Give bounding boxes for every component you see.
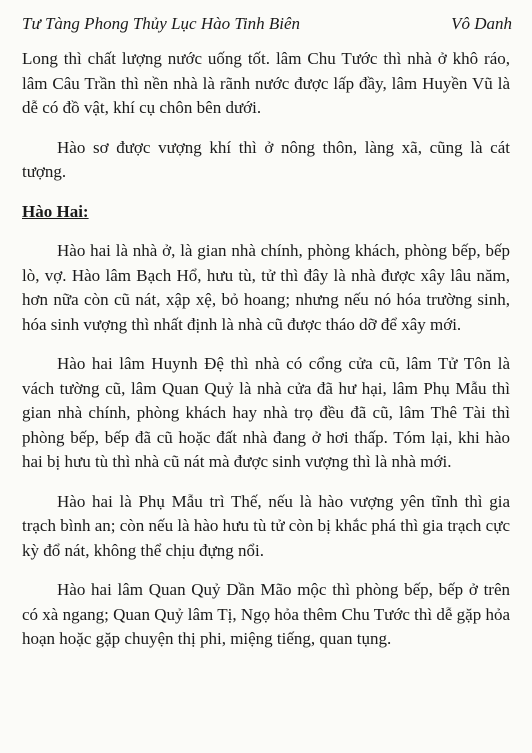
page-body <box>22 47 510 667</box>
paragraph: Hào hai lâm Huynh Đệ thì nhà có cổng cửa cũ, lâm Tử Tôn là vách tường cũ, lâm Quan Quỷ là nhà cửa đã hư hại, lâm Phụ Mẫu thì gian nhà chính, phòng khách hay nhà trọ đều đã cũ, lâm Thê Tài thì phòng bếp, bếp đã cũ hoặc đất nhà đang ở hơi thấp. Tóm lại, khi hào hai bị hưu tù thì nhà cũ nát mà được sinh vượng thì là nhà mới. <box>22 354 510 471</box>
author-name: Vô Danh <box>451 14 512 33</box>
book-title: Tư Tàng Phong Thủy Lục Hào Tinh Biên <box>22 14 300 33</box>
page-header <box>22 14 512 40</box>
paragraph: Hào hai là nhà ở, là gian nhà chính, phòng khách, phòng bếp, bếp lò, vợ. Hào lâm Bạch Hổ, hưu tù, tử thì đây là nhà được xây lâu năm, hơn nữa còn cũ nát, xập xệ, bỏ hoang; nhưng nếu nó hóa trường sinh, hóa sinh vượng thì nhất định là nhà cũ được tháo dỡ để xây mới. <box>22 241 510 334</box>
paragraph: Hào hai là Phụ Mẫu trì Thế, nếu là hào vượng yên tĩnh thì gia trạch bình an; còn nếu là hào hưu tù tử còn bị khắc phá thì gia trạch cực kỳ đổ nát, không thể chịu đựng nổi. <box>22 491 510 560</box>
section-heading: Hào Hai: <box>22 201 89 221</box>
paragraph: Hào hai lâm Quan Quỷ Dần Mão mộc thì phòng bếp, bếp ở trên có xà ngang; Quan Quỷ lâm Tị, Ngọ hỏa thêm Chu Tước thì dễ gặp hỏa hoạn hoặc gặp chuyện thị phi, miệng tiếng, quan tụng. <box>22 580 510 648</box>
paragraph: Hào sơ được vượng khí thì ở nông thôn, làng xã, cũng là cát tượng. <box>22 137 510 181</box>
paragraph-continued: Long thì chất lượng nước uống tốt. lâm Chu Tước thì nhà ở khô ráo, lâm Câu Trần thì nền nhà là rãnh nước được lấp đầy, lâm Huyền Vũ là dễ có đồ vật, khí cụ chôn bên dưới. <box>22 49 510 117</box>
